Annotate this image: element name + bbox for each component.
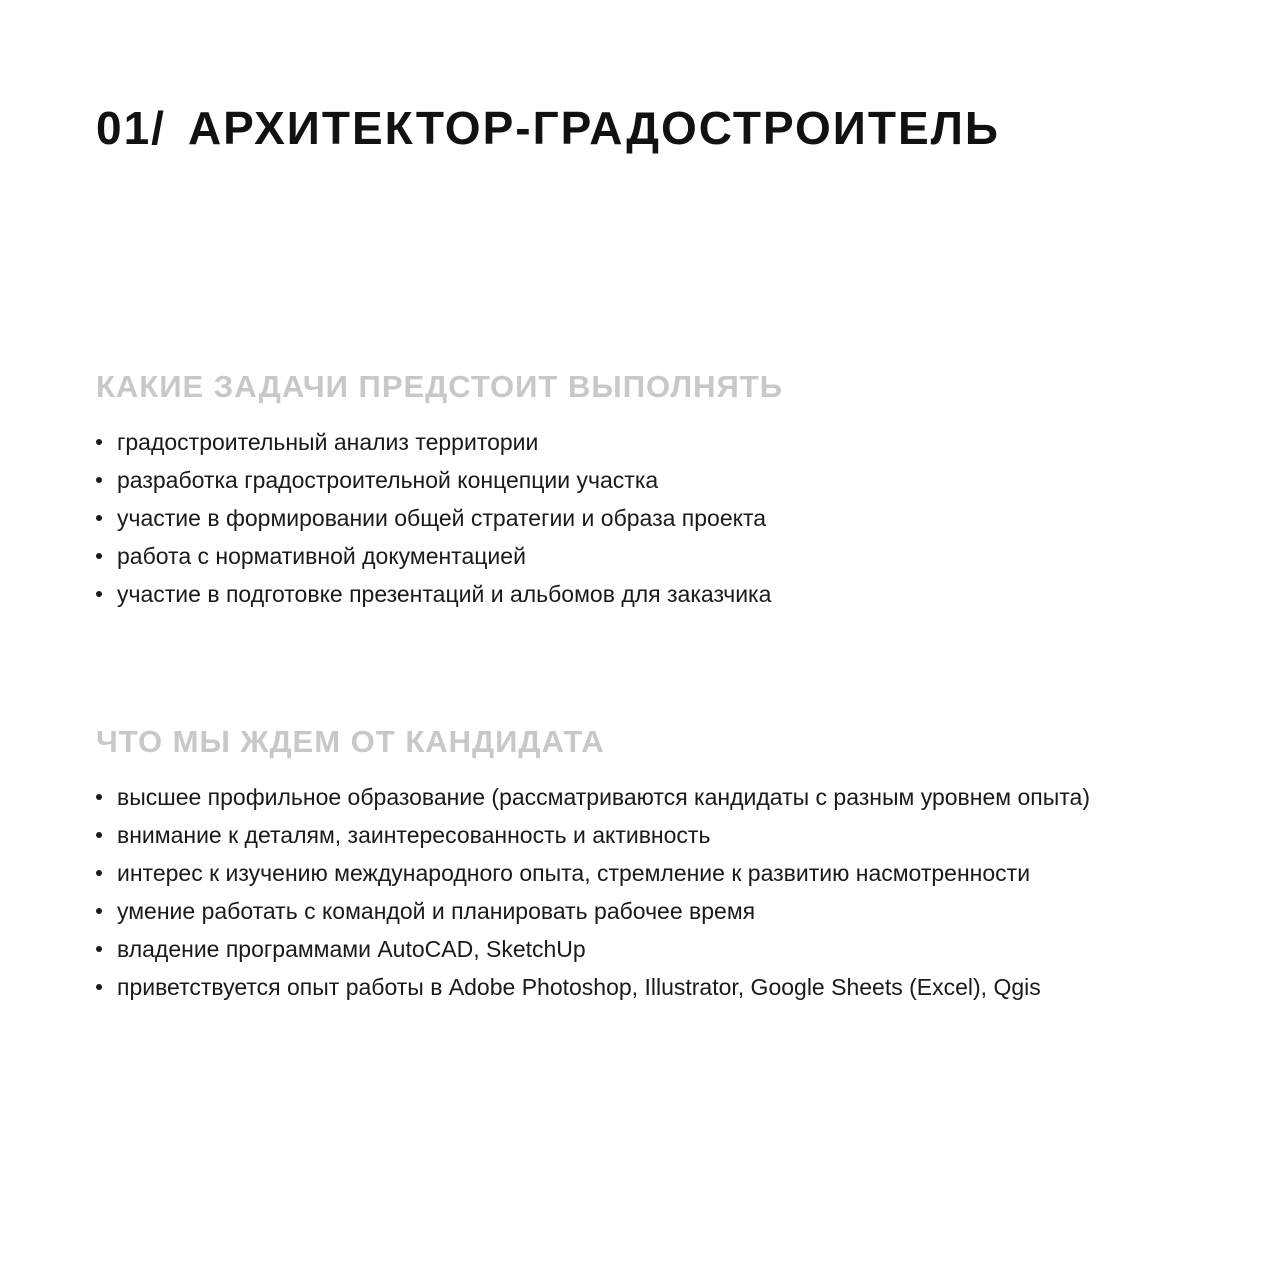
list-item-text: участие в подготовке презентаций и альбомов для заказчика bbox=[117, 581, 772, 607]
bullet-icon bbox=[96, 984, 102, 990]
list-item-text: градостроительный анализ территории bbox=[117, 429, 539, 455]
tasks-heading: КАКИЕ ЗАДАЧИ ПРЕДСТОИТ ВЫПОЛНЯТЬ bbox=[96, 369, 783, 404]
list-item-text: высшее профильное образование (рассматриваются кандидаты с разным уровнем опыта) bbox=[117, 784, 1090, 810]
list-item bbox=[96, 968, 1246, 1006]
tasks-list bbox=[96, 423, 1246, 613]
list-item-text: приветствуется опыт работы в Adobe Photoshop, Illustrator, Google Sheets (Excel), Qgis bbox=[117, 974, 1041, 1000]
list-item bbox=[96, 892, 1246, 930]
vacancy-title: АРХИТЕКТОР-ГРАДОСТРОИТЕЛЬ bbox=[187, 102, 1000, 154]
bullet-icon bbox=[96, 553, 102, 559]
requirements-heading: ЧТО МЫ ЖДЕМ ОТ КАНДИДАТА bbox=[96, 724, 605, 759]
list-item bbox=[96, 930, 1246, 968]
bullet-icon bbox=[96, 439, 102, 445]
tasks-section bbox=[96, 365, 1246, 613]
list-item bbox=[96, 854, 1246, 892]
list-item bbox=[96, 461, 1246, 499]
bullet-icon bbox=[96, 832, 102, 838]
list-item-text: внимание к деталям, заинтересованность и активность bbox=[117, 822, 711, 848]
bullet-icon bbox=[96, 591, 102, 597]
requirements-list bbox=[96, 778, 1246, 1006]
list-item bbox=[96, 423, 1246, 461]
list-item bbox=[96, 575, 1246, 613]
list-item bbox=[96, 816, 1246, 854]
list-item-text: работа с нормативной документацией bbox=[117, 543, 526, 569]
bullet-icon bbox=[96, 477, 102, 483]
bullet-icon bbox=[96, 908, 102, 914]
list-item-text: разработка градостроительной концепции участка bbox=[117, 467, 659, 493]
vacancy-number: 01/ bbox=[96, 102, 166, 154]
list-item bbox=[96, 537, 1246, 575]
list-item-text: участие в формировании общей стратегии и образа проекта bbox=[117, 505, 767, 531]
bullet-icon bbox=[96, 870, 102, 876]
list-item bbox=[96, 778, 1246, 816]
page-title bbox=[96, 100, 1000, 156]
bullet-icon bbox=[96, 946, 102, 952]
list-item-text: интерес к изучению международного опыта, стремление к развитию насмотренности bbox=[117, 860, 1031, 886]
list-item-text: умение работать с командой и планировать рабочее время bbox=[117, 898, 756, 924]
bullet-icon bbox=[96, 515, 102, 521]
bullet-icon bbox=[96, 794, 102, 800]
requirements-section bbox=[96, 720, 1246, 1006]
list-item-text: владение программами AutoCAD, SketchUp bbox=[117, 936, 586, 962]
list-item bbox=[96, 499, 1246, 537]
